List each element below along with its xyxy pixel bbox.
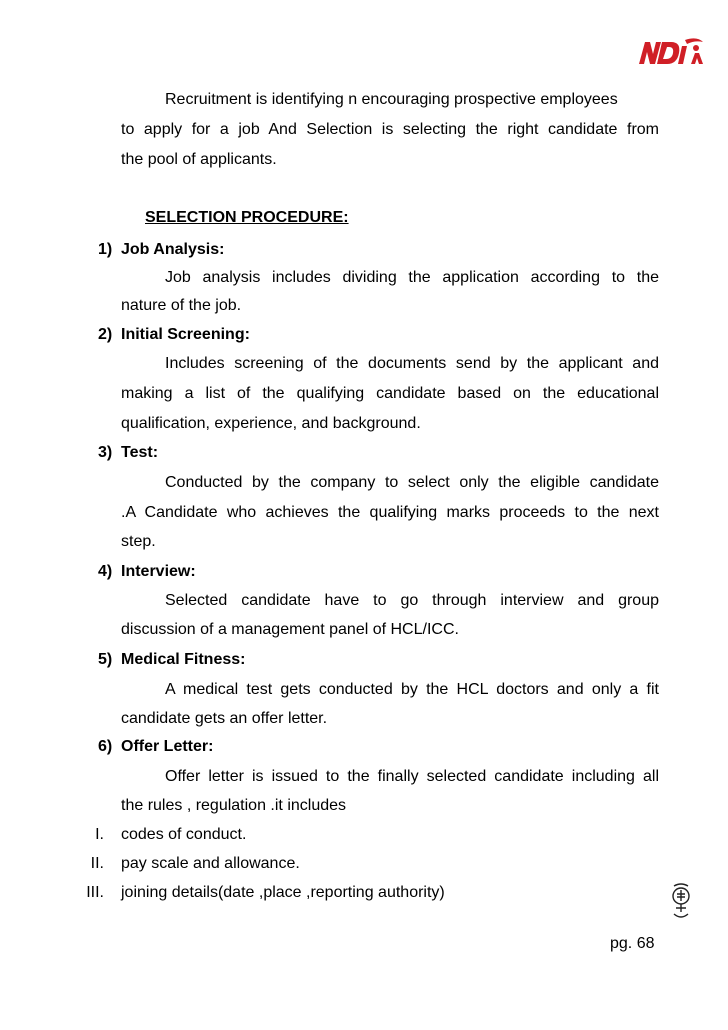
step-line: the rules , regulation .it includes (121, 797, 347, 814)
page-number: pg. 68 (610, 935, 655, 952)
step-line: making a list of the qualifying candidate based on the educational (121, 385, 659, 402)
step-title: Offer Letter: (121, 738, 214, 755)
step-title: Interview: (121, 563, 196, 580)
step-line: step. (121, 533, 156, 550)
intro-line-1: Recruitment is identifying n encouraging prospective employees (165, 91, 618, 108)
step-title: Job Analysis: (121, 241, 225, 258)
step-line: Job analysis includes dividing the application according to the (165, 269, 659, 286)
step-line: nature of the job. (121, 297, 242, 314)
sub-item-text: joining details(date ,place ,reporting authority) (121, 884, 445, 901)
step-line: A medical test gets conducted by the HCL doctors and only a fit (165, 681, 659, 698)
sub-item-number: III. (86, 884, 104, 901)
step-number: 3) (98, 444, 113, 461)
step-line: Selected candidate have to go through interview and group (165, 592, 659, 609)
intro-line-2: to apply for a job And Selection is selecting the right candidate from (121, 121, 659, 138)
ndi-logo-icon (637, 34, 707, 68)
sub-item-number: I. (95, 826, 104, 843)
step-number: 6) (98, 738, 113, 755)
step-title: Medical Fitness: (121, 651, 246, 668)
step-title: Initial Screening: (121, 326, 250, 343)
step-number: 1) (98, 241, 113, 258)
step-number: 5) (98, 651, 113, 668)
step-number: 4) (98, 563, 113, 580)
sub-item-text: pay scale and allowance. (121, 855, 300, 872)
step-line: candidate gets an offer letter. (121, 710, 328, 727)
step-line: discussion of a management panel of HCL/ICC. (121, 621, 459, 638)
step-line: .A Candidate who achieves the qualifying marks proceeds to the next (121, 504, 659, 521)
sub-item-number: II. (90, 855, 104, 872)
sub-item-text: codes of conduct. (121, 826, 247, 843)
step-title: Test: (121, 444, 159, 461)
step-line: Includes screening of the documents send by the applicant and (165, 355, 659, 372)
step-line: Conducted by the company to select only the eligible candidate (165, 474, 659, 491)
emblem-icon (668, 882, 694, 922)
step-line: qualification, experience, and background. (121, 415, 421, 432)
step-number: 2) (98, 326, 113, 343)
section-heading: SELECTION PROCEDURE: (145, 209, 349, 226)
intro-line-3: the pool of applicants. (121, 151, 277, 168)
step-line: Offer letter is issued to the finally selected candidate including all (165, 768, 659, 785)
